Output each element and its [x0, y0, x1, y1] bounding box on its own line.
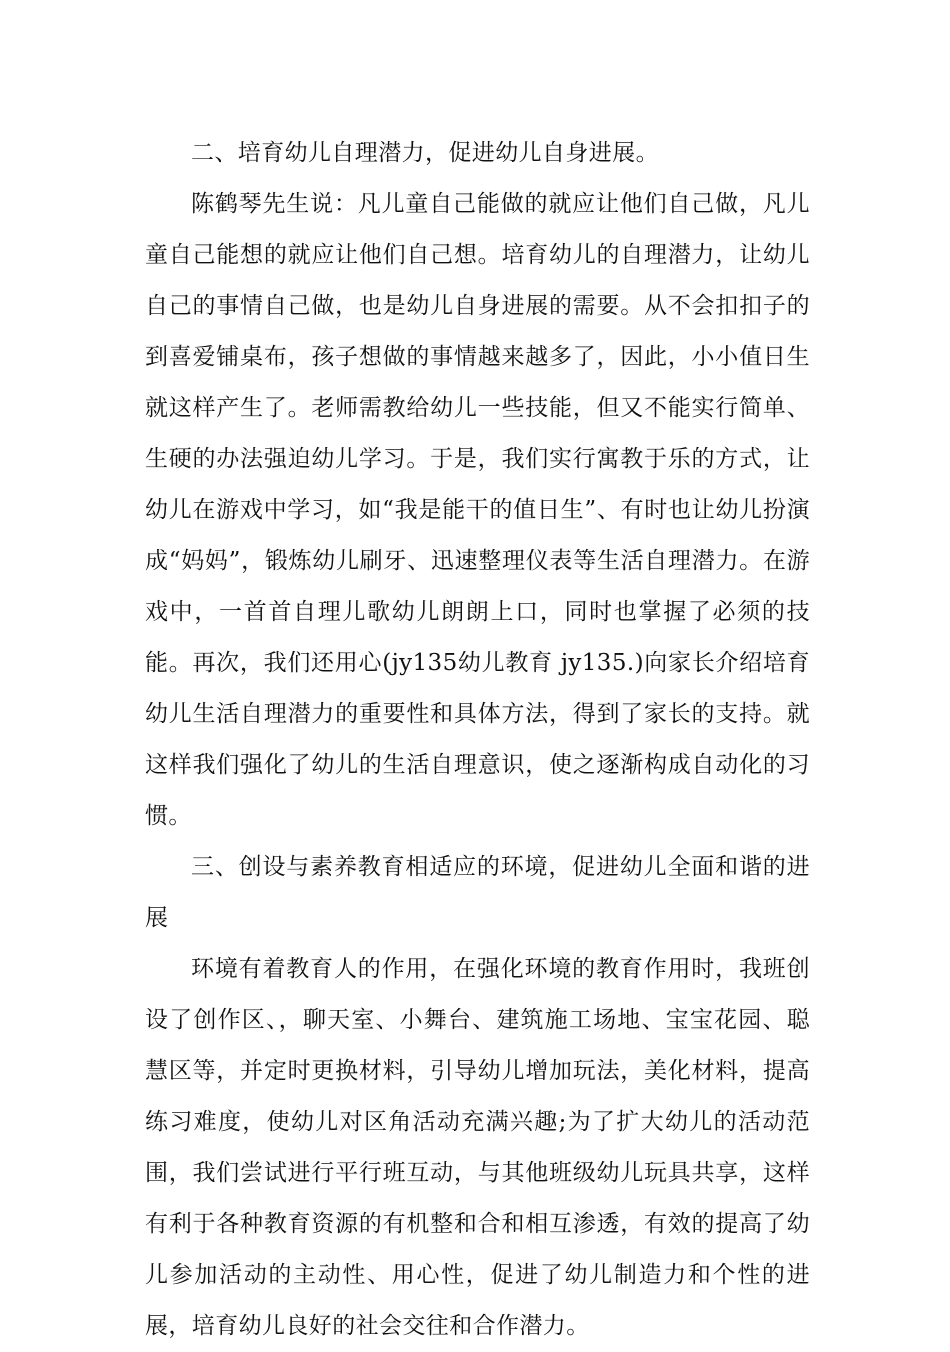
- paragraph-self-care: 陈鹤琴先生说：凡儿童自己能做的就应让他们自己做，凡儿童自己能想的就应让他们自己想。培育幼儿的自理潜力，让幼儿自己的事情自己做，也是幼儿自身进展的需要。从不会扣扣子的到喜爱铺桌布，孩子想做的事情越来越多了，因此，小小值日生就这样产生了。老师需教给幼儿一些技能，但又不能实行简单、生硬的办法强迫幼儿学习。于是，我们实行寓教于乐的方式，让幼儿在游戏中学习，如“我是能干的值日生”、有时也让幼儿扮演成“妈妈”，锻炼幼儿刷牙、迅速整理仪表等生活自理潜力。在游戏中，一首首自理儿歌幼儿朗朗上口，同时也掌握了必须的技能。再次，我们还用心(jy135幼儿教育 jy135.)向家长介绍培育幼儿生活自理潜力的重要性和具体方法，得到了家长的支持。就这样我们强化了幼儿的生活自理意识，使之逐渐构成自动化的习惯。: [145, 191, 810, 829]
- document-body: [145, 128, 810, 1352]
- paragraph-environment: 环境有着教育人的作用，在强化环境的教育作用时，我班创设了创作区、，聊天室、小舞台、建筑施工场地、宝宝花园、聪慧区等，并定时更换材料，引导幼儿增加玩法，美化材料，提高练习难度，使幼儿对区角活动充满兴趣;为了扩大幼儿的活动范围，我们尝试进行平行班互动，与其他班级幼儿玩具共享，这样有利于各种教育资源的有机整和合和相互渗透，有效的提高了幼儿参加活动的主动性、用心性，促进了幼儿制造力和个性的进展，培育幼儿良好的社会交往和合作潜力。: [145, 956, 810, 1339]
- section-heading-3: 三、创设与素养教育相适应的环境，促进幼儿全面和谐的进展: [145, 854, 810, 931]
- section-heading-2: 二、培育幼儿自理潜力，促进幼儿自身进展。: [191, 140, 659, 166]
